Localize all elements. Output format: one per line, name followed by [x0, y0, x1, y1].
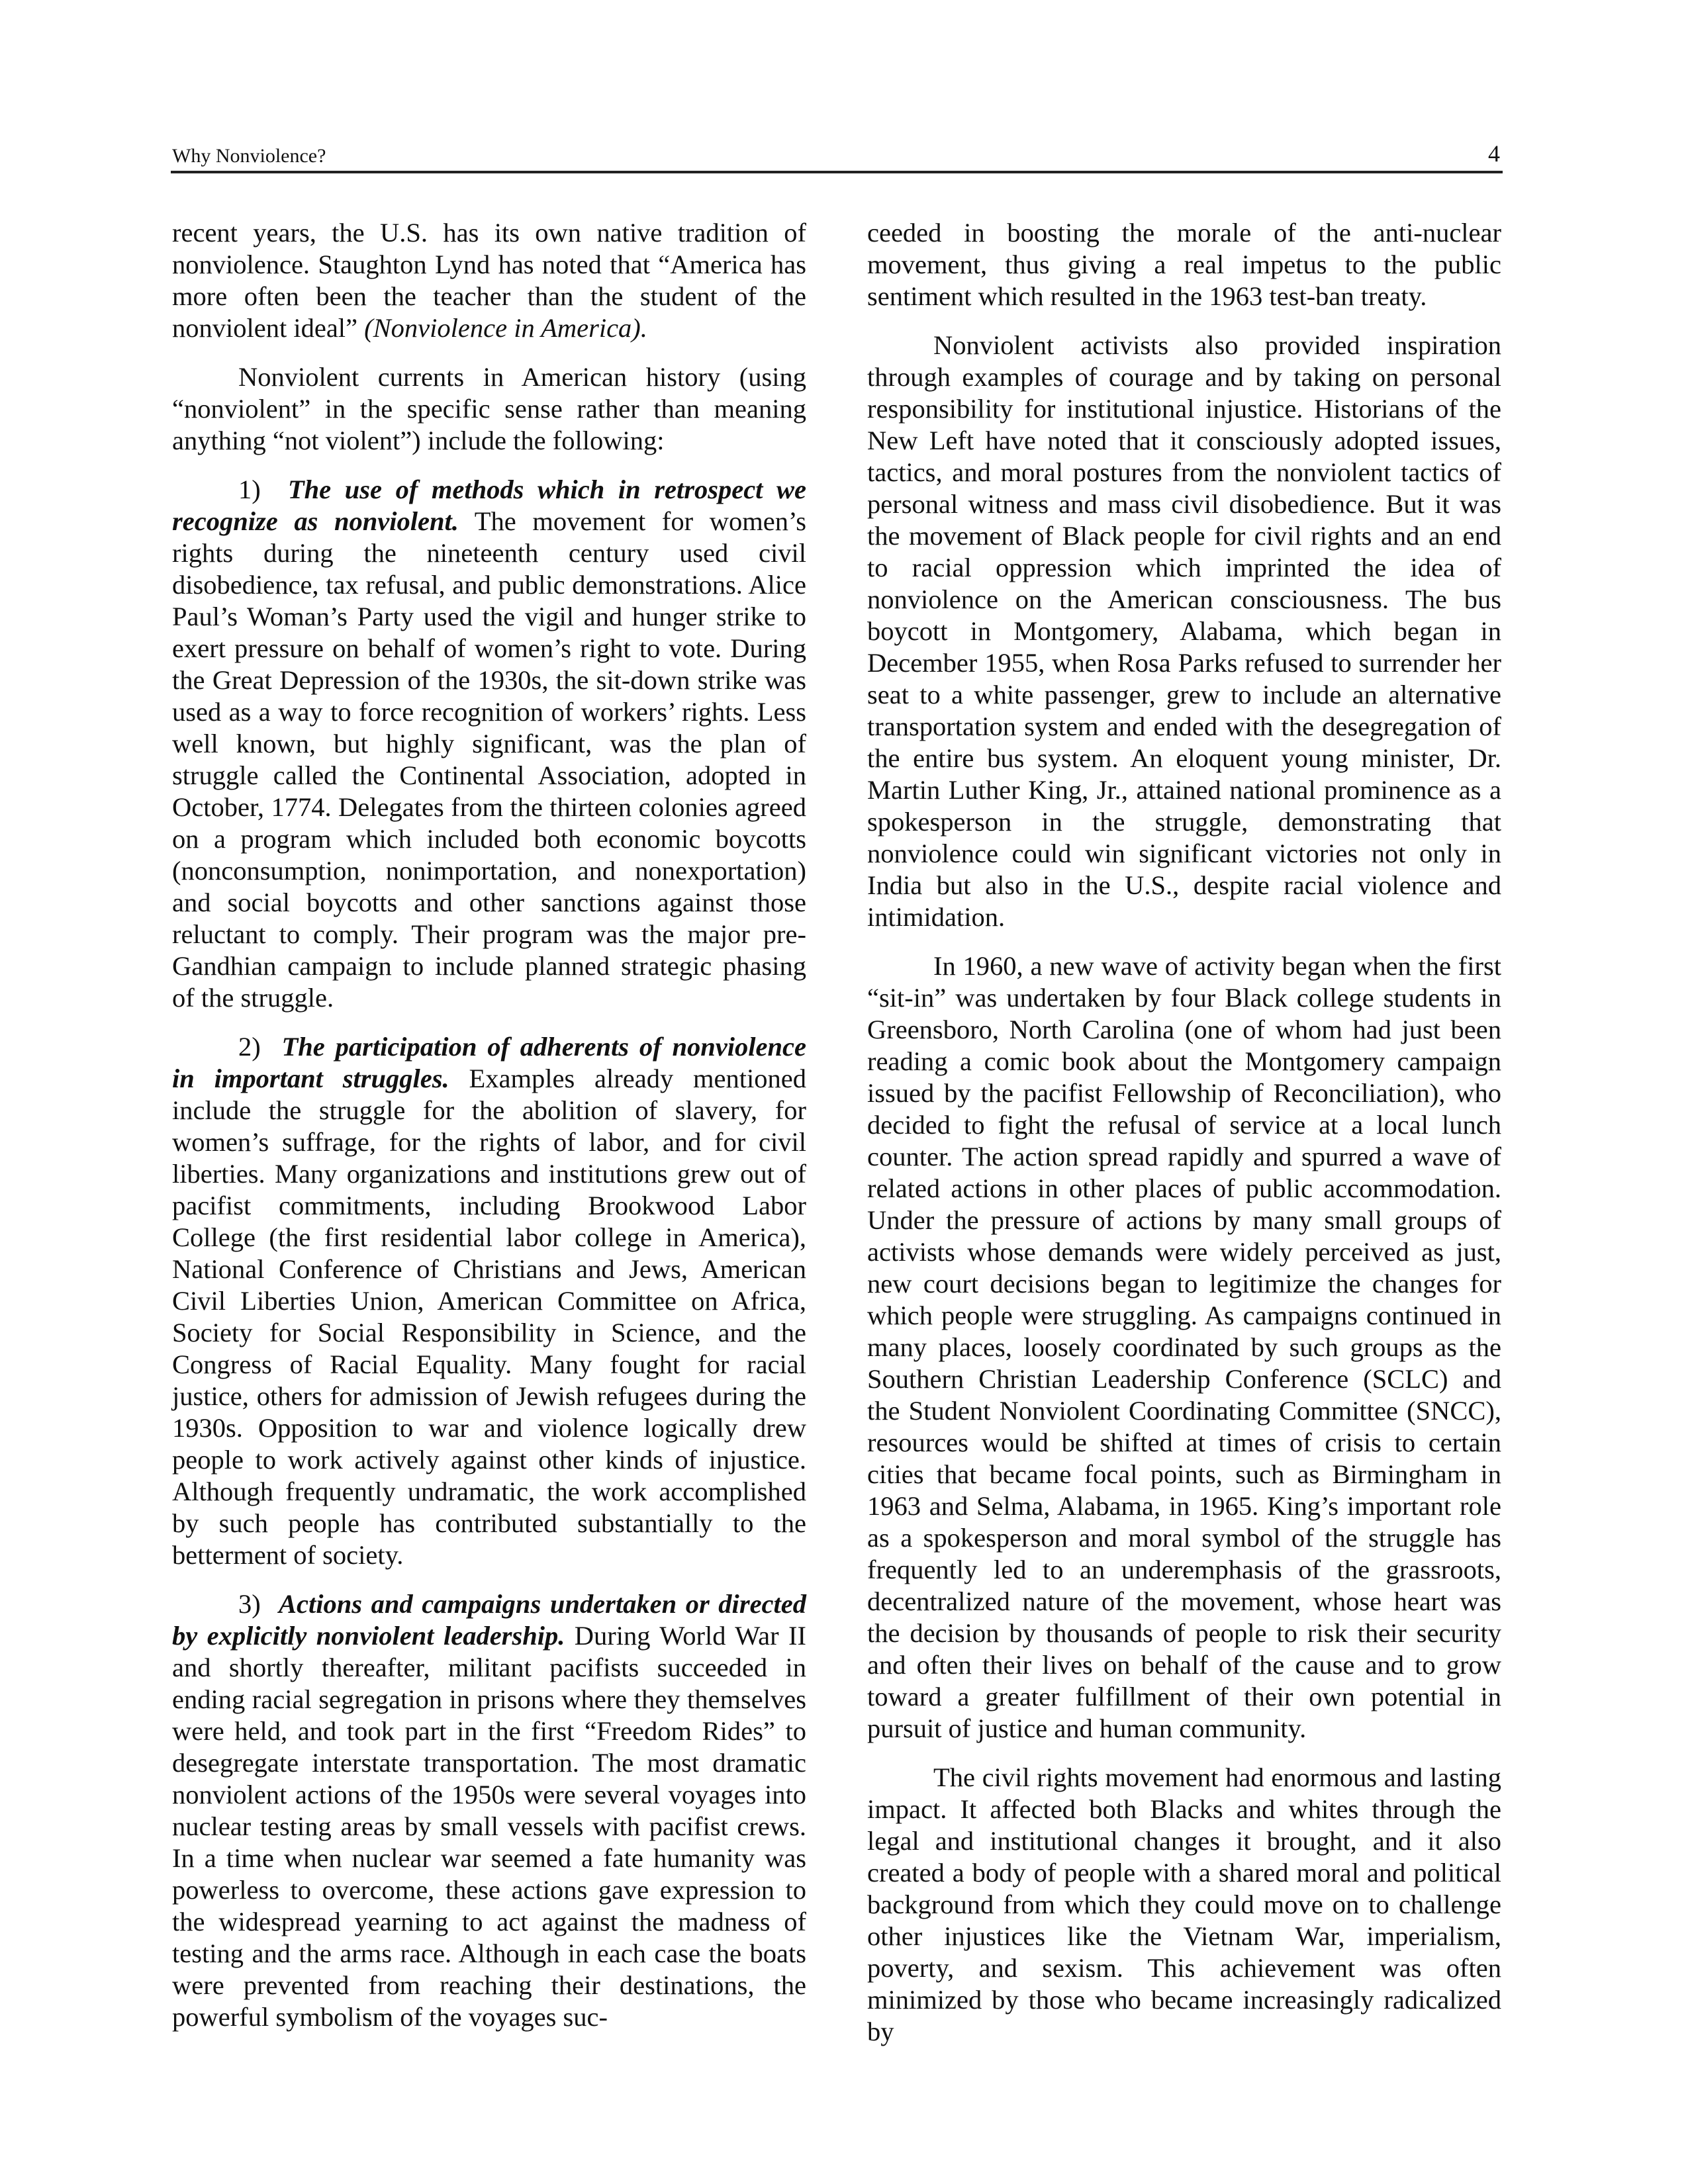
left-column: [172, 217, 806, 2050]
paragraph: The civil rights movement had enormous and lasting impact. It affected both Blacks and whites through the legal and institutional changes it brought, and it also created a body of people with a shared moral and political background from which they could move on to challenge other injustices like the Vietnam War, imperialism, poverty, and sexism. This achievement was often minimized by those who became increasingly radicalized by: [867, 1762, 1501, 2046]
item-body: The movement for women’s rights during the nineteenth century used civil disobedience, tax refusal, and public demonstrations. Alice Paul’s Woman’s Party used the vigil and hunger strike to exert pressure on behalf of women’s right to vote. During the Great Depression of the 1930s, the sit-down strike was used as a way to force recognition of workers’ rights. Less well known, but highly significant, was the plan of struggle called the Continental Association, adopted in October, 1774. Delegates from the thirteen colonies agreed on a program which included both economic boycotts (nonconsumption, nonimportation, and nonexportation) and social boycotts and other sanctions against those reluctant to comply. Their program was the major pre-Gandhian campaign to include planned strategic phasing of the struggle.: [172, 506, 806, 1013]
item-heading: Actions and campaigns undertaken or directed by explicitly nonviolent leadership.: [172, 1589, 807, 1651]
paragraph: Nonviolent currents in American history (using “nonviolent” in the specific sense rather than meaning anything “not violent”) include the following:: [172, 362, 806, 455]
page-number: 4: [1488, 140, 1500, 167]
numbered-paragraph: [172, 474, 806, 1014]
item-number: 2): [238, 1032, 261, 1062]
item-heading: The participation of adherents of nonviolence in important struggles.: [172, 1032, 806, 1093]
item-number: 1): [238, 475, 261, 504]
paragraph: ceeded in boosting the morale of the anti-nuclear movement, thus giving a real impetus to the public sentiment which resulted in the 1963 test-ban treaty.: [867, 218, 1501, 311]
right-column: [867, 217, 1501, 2065]
item-body: During World War II and shortly thereafter, militant pacifists succeeded in ending racial segregation in prisons where they themselves were held, and took part in the first “Freedom Rides” to desegregate interstate transportation. The most dramatic nonviolent actions of the 1950s were several voyages into nuclear testing areas by small vessels with pacifist crews. In a time when nuclear war seemed a fate humanity was powerless to overcome, these actions gave expression to the widespread yearning to act against the madness of testing and the arms race. Although in each case the boats were prevented from reaching their destinations, the powerful symbolism of the voyages suc-: [172, 1621, 806, 2032]
paragraph: In 1960, a new wave of activity began when the first “sit-in” was undertaken by four Black college students in Greensboro, North Carolina (one of whom had just been reading a comic book about the Montgomery campaign issued by the pacifist Fellowship of Reconciliation), who decided to fight the refusal of service at a local lunch counter. The action spread rapidly and spurred a wave of related actions in other places of public accommodation. Under the pressure of actions by many small groups of activists whose demands were widely perceived as just, new court decisions began to legitimize the changes for which people were struggling. As campaigns continued in many places, loosely coordinated by such groups as the Southern Christian Leadership Conference (SCLC) and the Student Nonviolent Coordinating Committee (SNCC), resources would be shifted at times of crisis to certain cities that became focal points, such as Birmingham in 1963 and Selma, Alabama, in 1965. King’s important role as a spokesperson and moral symbol of the struggle has frequently led to an underemphasis of the grassroots, decentralized nature of the movement, whose heart was the decision by thousands of people to risk their security and often their lives on behalf of the cause and to grow toward a greater fulfillment of their own potential in pursuit of justice and human community.: [867, 951, 1501, 1743]
item-number: 3): [238, 1589, 261, 1619]
header-title: Why Nonviolence?: [172, 145, 326, 167]
numbered-paragraph: [172, 1588, 806, 2033]
paragraph-text: recent years, the U.S. has its own native tradition of nonviolence. Staughton Lynd has noted that “America has more often been the teacher than the student of the nonviolent ideal”: [172, 218, 806, 343]
numbered-paragraph: [172, 1031, 806, 1571]
citation: (Nonviolence in America).: [364, 313, 647, 343]
item-heading: The use of methods which in retrospect we recognize as nonviolent.: [172, 475, 807, 536]
item-body: Examples already mentioned include the struggle for the abolition of slavery, for women’s suffrage, for the rights of labor, and for civil liberties. Many organizations and institutions grew out of pacifist commitments, including Brookwood Labor College (the first residential labor college in America), National Conference of Christians and Jews, American Civil Liberties Union, American Committee on Africa, Society for Social Responsibility in Science, and the Congress of Racial Equality. Many fought for racial justice, others for admission of Jewish refugees during the 1930s. Opposition to war and violence logically drew people to work actively against other kinds of injustice. Although frequently undramatic, the work accomplished by such people has contributed substantially to the betterment of society.: [172, 1064, 806, 1570]
paragraph: Nonviolent activists also provided inspiration through examples of courage and by taking on personal responsibility for institutional injustice. Historians of the New Left have noted that it consciously adopted issues, tactics, and moral postures from the nonviolent tactics of personal witness and mass civil disobedience. But it was the movement of Black people for civil rights and an end to racial oppression which imprinted the idea of nonviolence on the American consciousness. The bus boycott in Montgomery, Alabama, which began in December 1955, when Rosa Parks refused to surrender her seat to a white passenger, grew to include an alternative transportation system and ended with the desegregation of the entire bus system. An eloquent young minister, Dr. Martin Luther King, Jr., attained national prominence as a spokesperson in the struggle, demonstrating that nonviolence could win significant victories not only in India but also in the U.S., despite racial violence and intimidation.: [867, 330, 1501, 932]
paragraph: [172, 217, 806, 344]
running-header: [171, 140, 1503, 173]
